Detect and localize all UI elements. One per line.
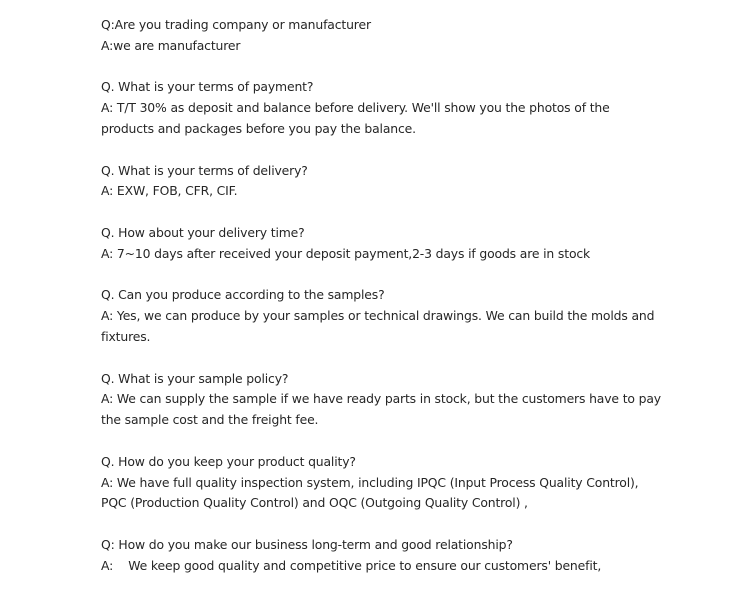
faq-question: Q. What is your sample policy? — [101, 370, 289, 386]
faq-item-terms-of-delivery — [101, 161, 661, 203]
faq-item-delivery-time — [101, 223, 661, 265]
faq-answer: A: We have full quality inspection system, including IPQC (Input Process Quality Control), PQC (Production Quality Control) and OQC (Outgoing Quality Control) , — [101, 474, 639, 511]
faq-question: Q. How about your delivery time? — [101, 224, 305, 240]
faq-item-terms-of-payment — [101, 77, 661, 139]
faq-answer: A:we are manufacturer — [101, 37, 241, 53]
faq-item-business-relationship — [101, 535, 661, 577]
faq-answer: A: We can supply the sample if we have ready parts in stock, but the customers have to pay the sample cost and the freight fee. — [101, 391, 661, 428]
faq-answer: A: EXW, FOB, CFR, CIF. — [101, 183, 238, 199]
faq-question: Q. What is your terms of payment? — [101, 79, 314, 95]
faq-item-product-quality — [101, 452, 661, 514]
faq-answer: A: We keep good quality and competitive price to ensure our customers' benefit, — [101, 557, 602, 573]
faq-question: Q. What is your terms of delivery? — [101, 162, 308, 178]
faq-answer: A: T/T 30% as deposit and balance before delivery. We'll show you the photos of the products and packages before you pay the balance. — [101, 100, 610, 136]
faq-question: Q: How do you make our business long-term and good relationship? — [101, 536, 513, 552]
faq-item-sample-policy — [101, 369, 661, 431]
faq-answer: A: Yes, we can produce by your samples or technical drawings. We can build the molds and fixtures. — [101, 308, 655, 344]
faq-item-trading-or-manufacturer — [101, 15, 661, 57]
faq-question: Q:Are you trading company or manufacturer — [101, 17, 371, 32]
faq-question: Q. Can you produce according to the samples? — [101, 287, 385, 303]
faq-section — [101, 15, 661, 597]
faq-answer: A: 7~10 days after received your deposit payment,2-3 days if goods are in stock — [101, 245, 591, 261]
faq-question: Q. How do you keep your product quality? — [101, 453, 356, 469]
faq-item-produce-by-samples — [101, 285, 661, 347]
